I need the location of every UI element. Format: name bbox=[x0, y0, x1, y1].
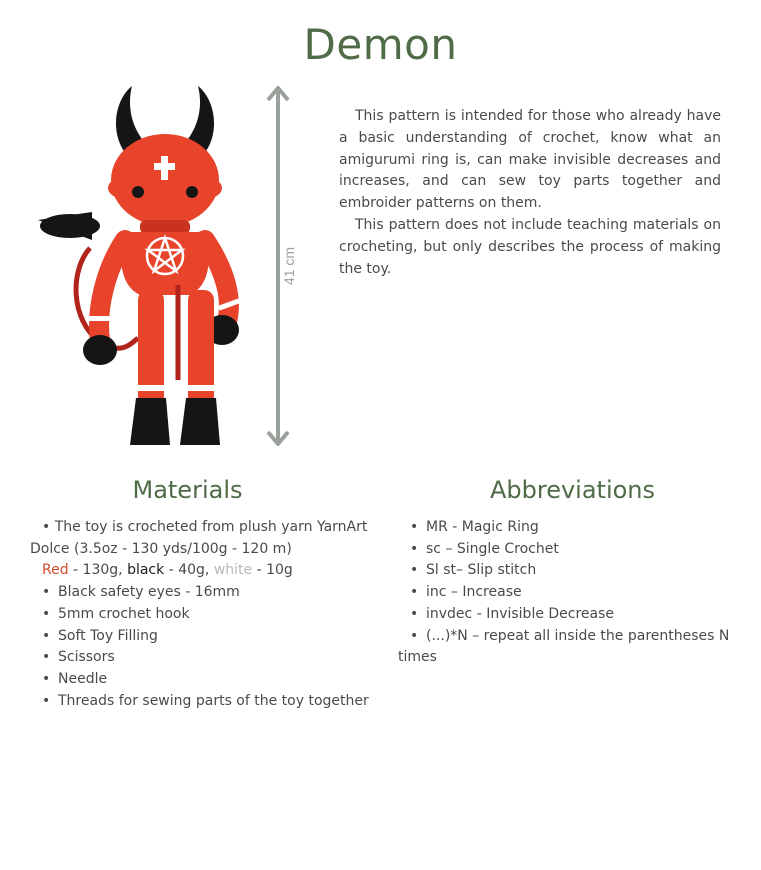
intro-text bbox=[339, 106, 721, 280]
right-eye bbox=[186, 186, 198, 198]
color-black: black bbox=[127, 562, 165, 579]
materials-heading: Materials bbox=[132, 476, 243, 504]
color-red: Red bbox=[42, 562, 69, 579]
abbreviations-list bbox=[398, 517, 728, 669]
left-hand bbox=[83, 335, 117, 365]
repeat-line-1: • (...)*N – repeat all inside the parentheses N bbox=[398, 626, 728, 648]
page-title: Demon bbox=[303, 20, 458, 69]
list-item: • Threads for sewing parts of the toy together bbox=[30, 691, 370, 713]
white-quantity: - 10g bbox=[252, 562, 293, 579]
list-item: • MR - Magic Ring bbox=[398, 517, 728, 539]
list-item: • Sl st– Slip stitch bbox=[398, 560, 728, 582]
left-foot bbox=[130, 398, 170, 445]
right-foot bbox=[180, 398, 220, 445]
list-item: • invdec - Invisible Decrease bbox=[398, 604, 728, 626]
left-eye bbox=[132, 186, 144, 198]
intro-paragraph-1: This pattern is intended for those who already have a basic understanding of crochet, know what an amigurumi ring is, can make invisible decreases and increases, and can sew toy parts together and embroider patterns on them. bbox=[339, 108, 721, 212]
black-quantity: - 40g, bbox=[164, 562, 214, 579]
list-item: • Needle bbox=[30, 669, 370, 691]
repeat-line-2: times bbox=[398, 649, 437, 666]
right-leg bbox=[188, 290, 214, 410]
yarn-line-1: • The toy is crocheted from plush yarn YarnArt bbox=[42, 519, 368, 535]
double-arrow-icon bbox=[262, 80, 302, 452]
list-item: • sc – Single Crochet bbox=[398, 539, 728, 561]
left-leg bbox=[138, 290, 164, 410]
list-item: • Soft Toy Filling bbox=[30, 626, 370, 648]
height-measurement bbox=[262, 80, 302, 452]
abbreviations-heading: Abbreviations bbox=[489, 476, 656, 504]
list-item: • Black safety eyes - 16mm bbox=[30, 582, 370, 604]
yarn-colors bbox=[30, 560, 370, 582]
height-label: 41 cm bbox=[281, 246, 297, 286]
intro-paragraph-2: This pattern does not include teaching materials on crocheting, but only describes the process of making the toy. bbox=[339, 216, 721, 277]
materials-list bbox=[30, 517, 370, 712]
yarn-line-2: Dolce (3.5oz - 130 yds/100g - 120 m) bbox=[30, 540, 292, 557]
list-item: • Scissors bbox=[30, 647, 370, 669]
color-white: white bbox=[213, 562, 253, 579]
list-item: • inc – Increase bbox=[398, 582, 728, 604]
list-item: • 5mm crochet hook bbox=[30, 604, 370, 626]
red-quantity: - 130g, bbox=[68, 562, 128, 579]
demon-toy-illustration bbox=[30, 80, 260, 455]
